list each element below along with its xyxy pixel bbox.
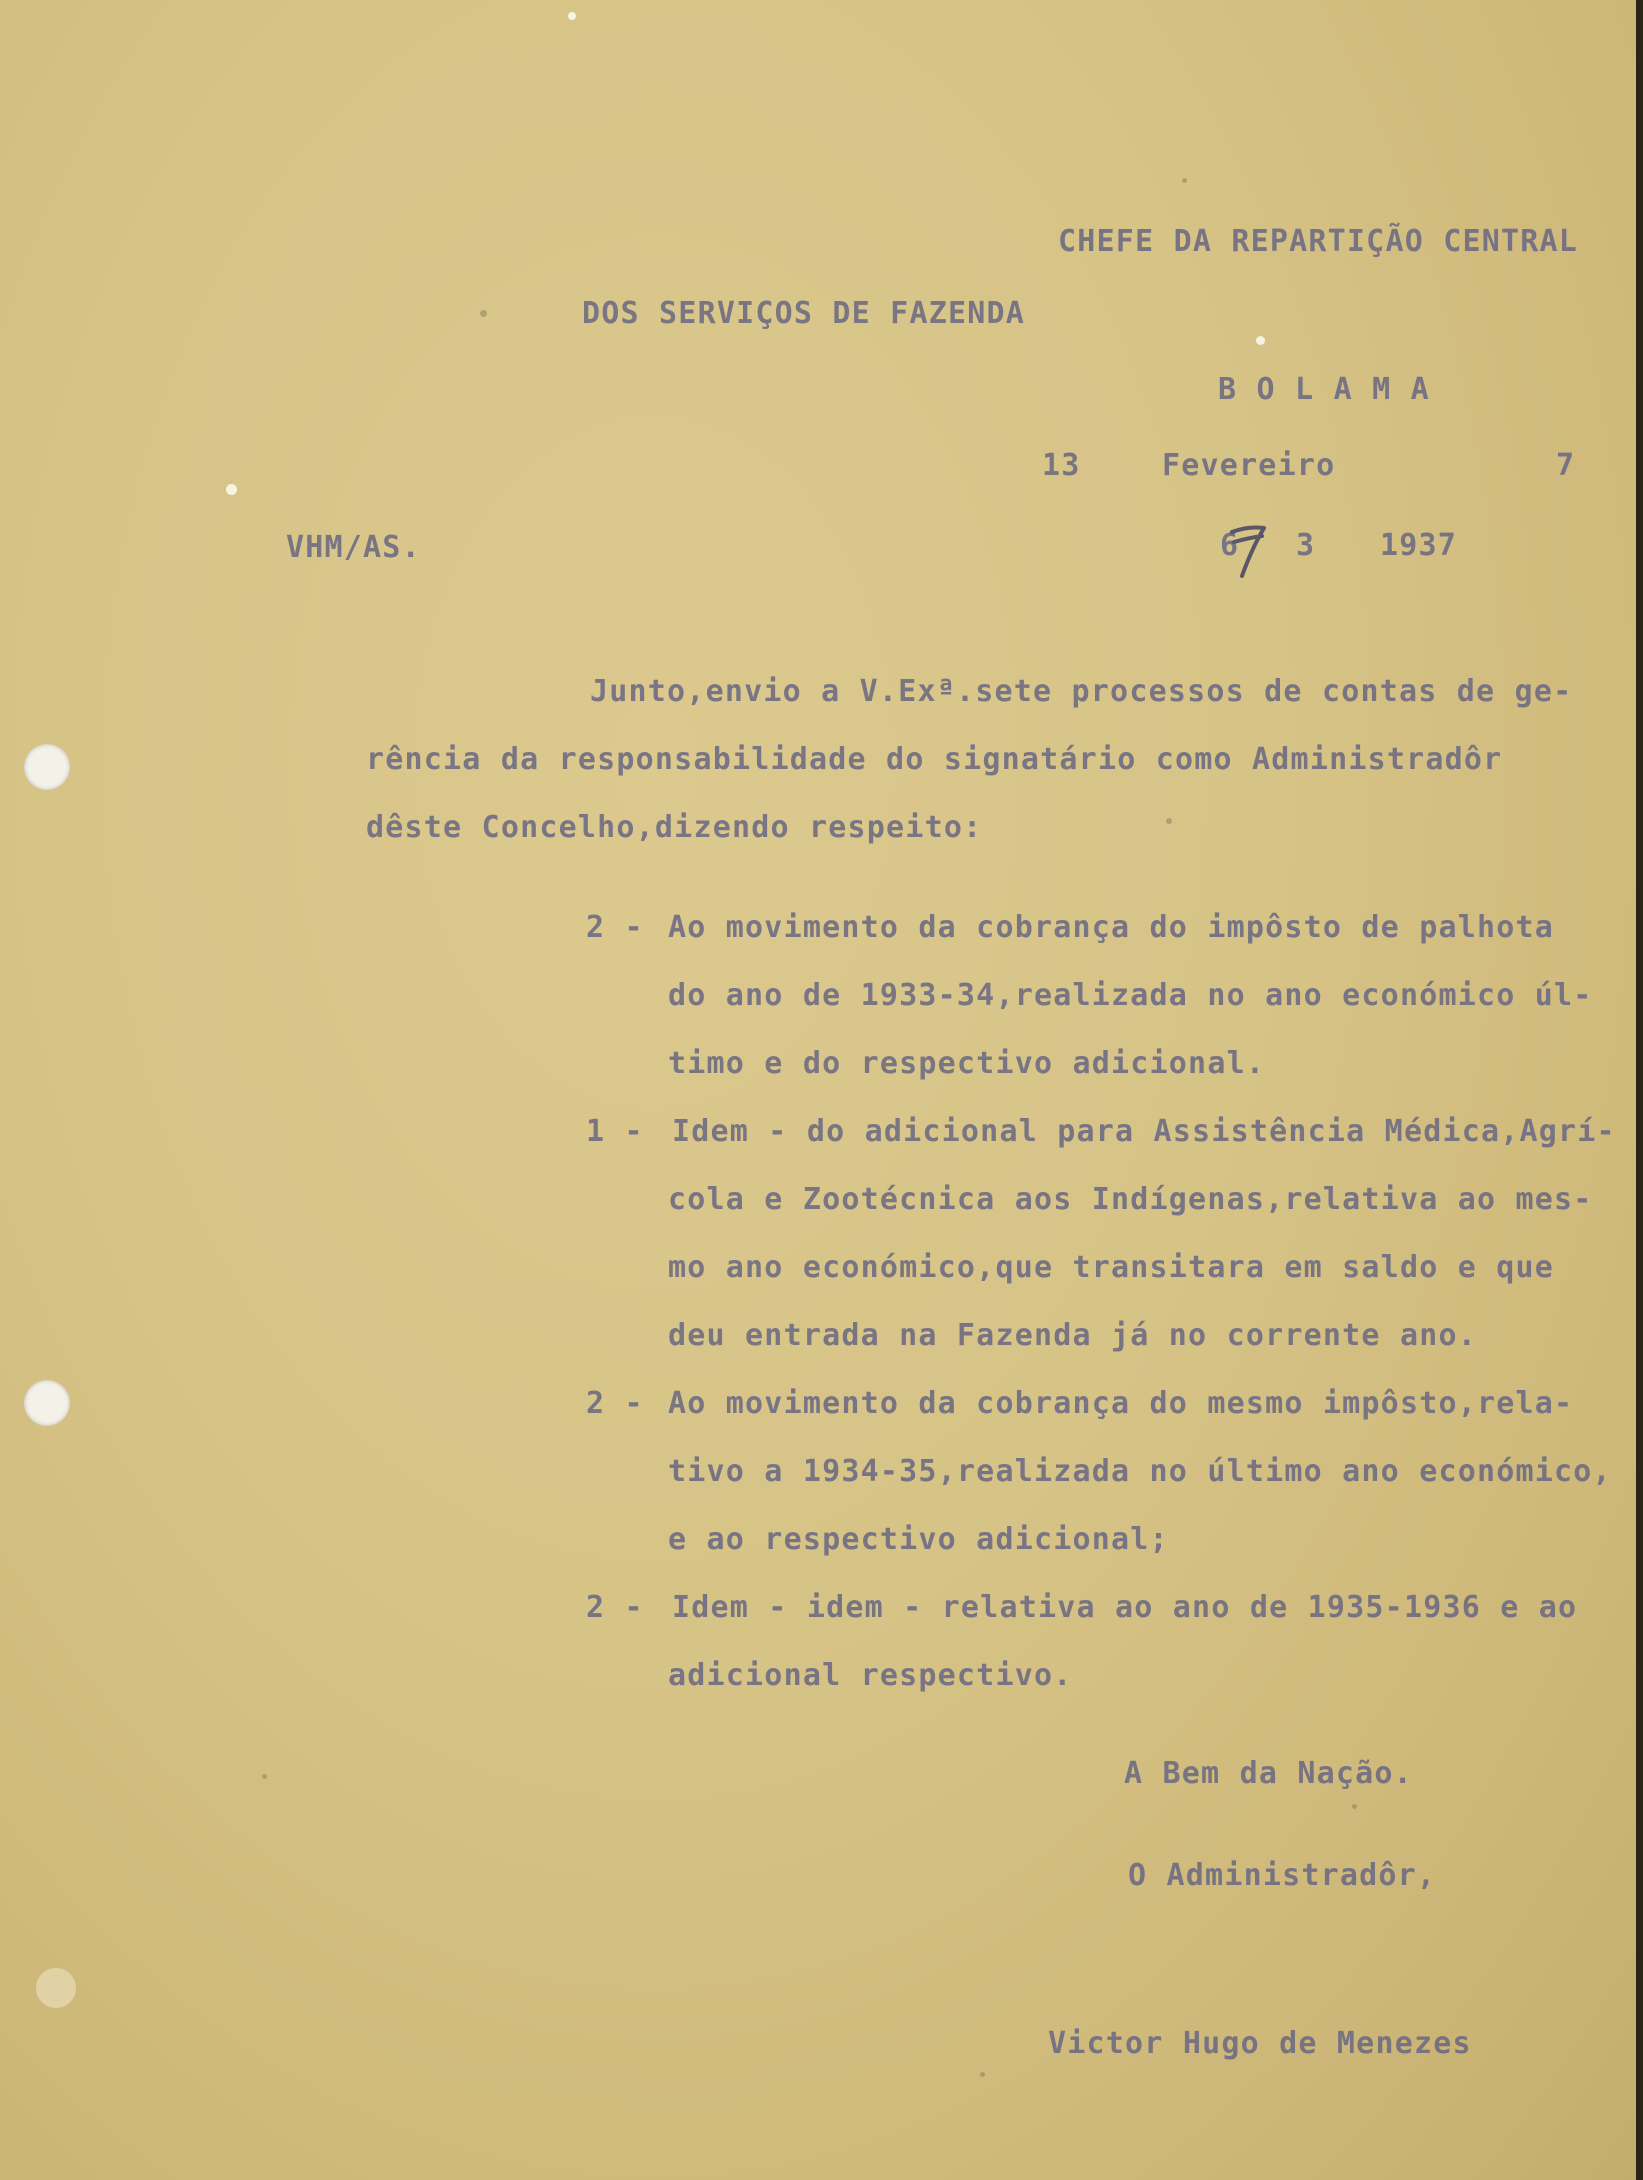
signatory-title: O Administradôr,	[1128, 1858, 1437, 1893]
paper-speck	[1256, 336, 1265, 345]
paper-speck	[568, 12, 576, 20]
intro-line: Junto,envio a V.Exª.sete processos de contas de ge-	[590, 674, 1573, 709]
document-series: 3	[1296, 528, 1316, 563]
date-month: Fevereiro	[1162, 448, 1336, 483]
item-line: deu entrada na Fazenda já no corrente ano.	[668, 1318, 1477, 1353]
item-line: timo e do respectivo adicional.	[668, 1046, 1266, 1081]
punch-hole-top	[24, 744, 70, 790]
item-line: cola e Zootécnica aos Indígenas,relativa ao mes-	[668, 1182, 1593, 1217]
paper-speck	[226, 484, 237, 495]
paper-speck	[1166, 818, 1172, 824]
intro-line: rência da responsabilidade do signatário como Administradôr	[366, 742, 1503, 777]
signatory-name: Victor Hugo de Menezes	[1048, 2026, 1472, 2061]
paper-speck	[480, 310, 487, 317]
header-department-line: DOS SERVIÇOS DE FAZENDA	[582, 296, 1026, 331]
punch-hole-bottom	[24, 1380, 70, 1426]
paper-speck	[980, 2072, 985, 2077]
item-quantity: 2 -	[586, 910, 644, 945]
punch-hole-faint	[36, 1968, 76, 2008]
document-number: 6	[1220, 528, 1240, 563]
item-line: Idem - do adicional para Assistência Médica,Agrí-	[672, 1114, 1616, 1149]
handwritten-seven	[1228, 518, 1268, 580]
item-line: Ao movimento da cobrança do impôsto de palhota	[668, 910, 1555, 945]
item-line: adicional respectivo.	[668, 1658, 1073, 1693]
header-city: B O L A M A	[1218, 372, 1430, 407]
item-line: tivo a 1934-35,realizada no último ano económico,	[668, 1454, 1612, 1489]
intro-line: dêste Concelho,dizendo respeito:	[366, 810, 983, 845]
reference-code: VHM/AS.	[286, 530, 421, 565]
date-day: 13	[1042, 448, 1081, 483]
item-line: e ao respectivo adicional;	[668, 1522, 1169, 1557]
item-quantity: 2 -	[586, 1590, 644, 1625]
item-line: Idem - idem - relativa ao ano de 1935-1936 e ao	[672, 1590, 1578, 1625]
paper-speck	[1352, 1804, 1357, 1809]
item-line: Ao movimento da cobrança do mesmo impôsto,rela-	[668, 1386, 1574, 1421]
scan-edge	[1636, 0, 1643, 2180]
item-line: mo ano económico,que transitara em saldo e que	[668, 1250, 1555, 1285]
paper-speck	[1182, 178, 1187, 183]
paper-speck	[262, 1774, 267, 1779]
document-year: 1937	[1380, 528, 1458, 563]
item-quantity: 1 -	[586, 1114, 644, 1149]
header-office-line: CHEFE DA REPARTIÇÃO CENTRAL	[1058, 224, 1579, 259]
closing-salutation: A Bem da Nação.	[1124, 1756, 1413, 1791]
item-line: do ano de 1933-34,realizada no ano económico úl-	[668, 978, 1593, 1013]
item-quantity: 2 -	[586, 1386, 644, 1421]
date-suffix: 7	[1556, 448, 1576, 483]
